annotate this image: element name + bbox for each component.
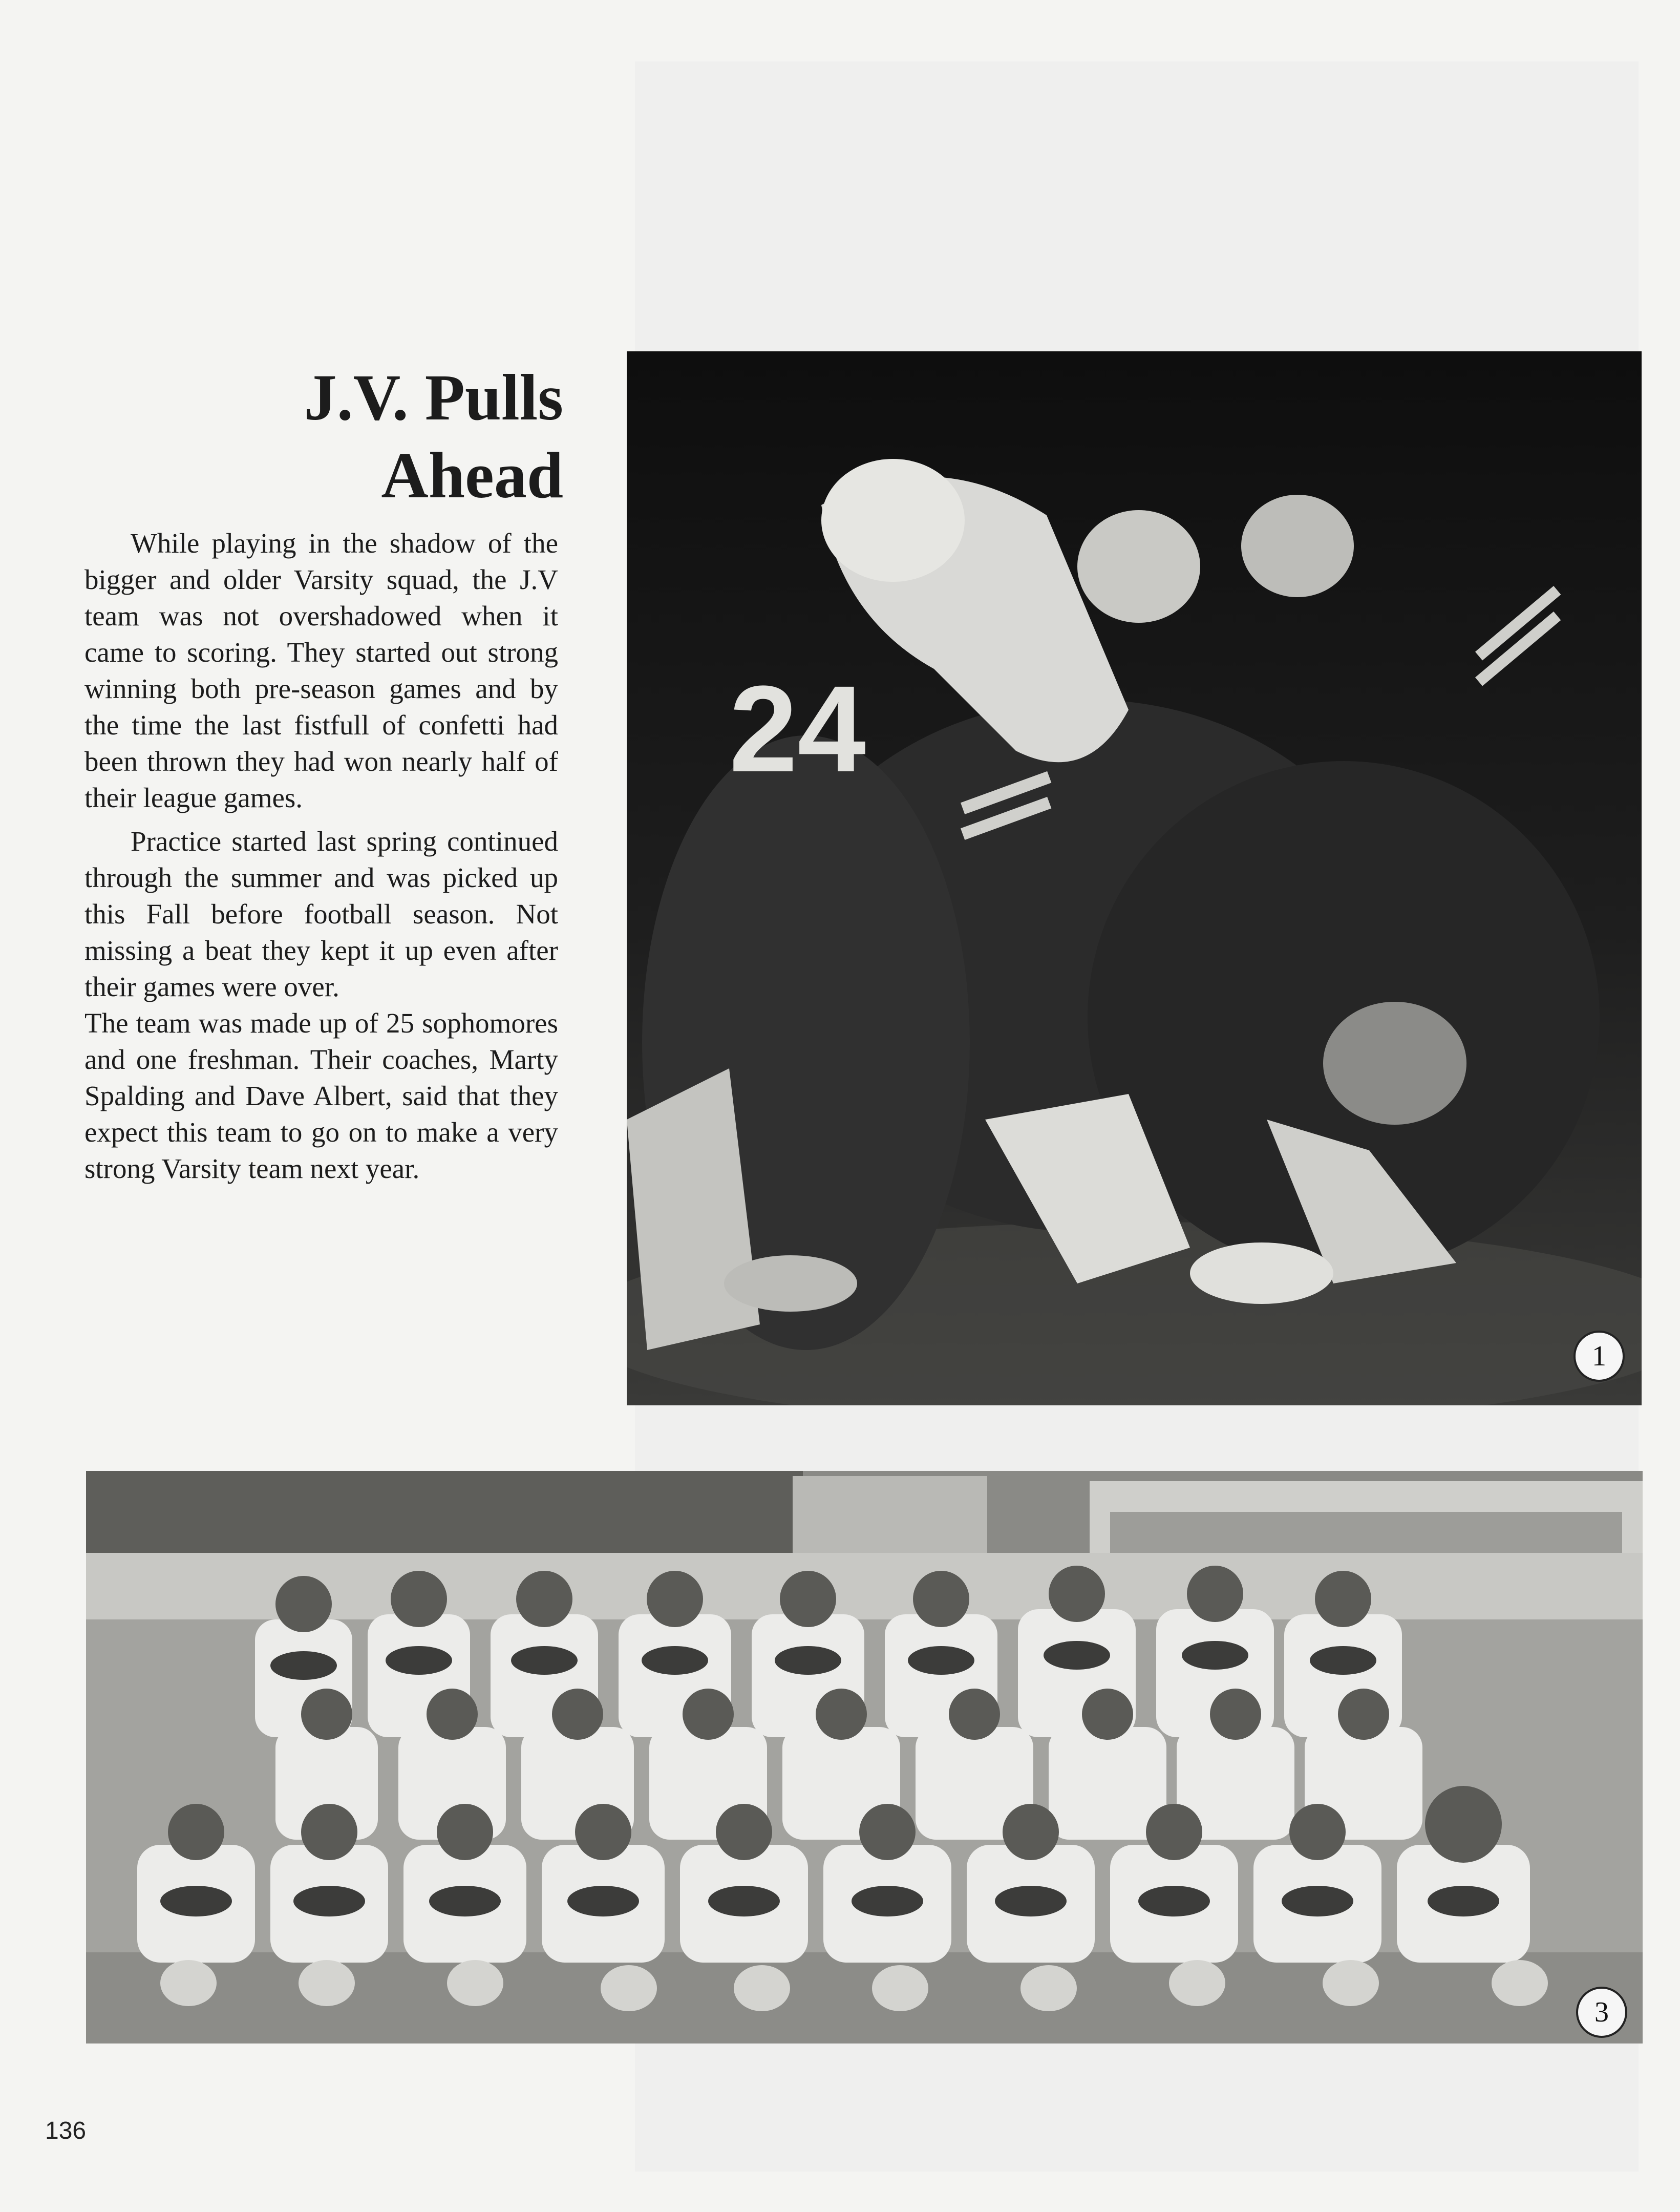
team-group-photo: [86, 1471, 1643, 2044]
svg-text:24: 24: [729, 660, 866, 797]
title-line-2: Ahead: [381, 439, 563, 512]
team-photo-image: [86, 1471, 1643, 2044]
page-number: 136: [45, 2117, 87, 2144]
article-body: [84, 525, 558, 1187]
title-line-1: J.V. Pulls: [304, 361, 563, 434]
paragraph-3: The team was made up of 25 sophomores and one freshman. Their coaches, Marty Spalding and Dave Albert, said that they expect this team to go on to make a very strong Varsity team next year.: [84, 1007, 558, 1184]
action-photo-image: [627, 351, 1642, 1405]
paragraph-2: Practice started last spring continued through the summer and was picked up this Fall before football season. Not missing a beat they kept it up even after their games were over.: [84, 826, 558, 1002]
photo-1-number-badge: 1: [1573, 1331, 1625, 1382]
paragraph-1: While playing in the shadow of the bigger and older Varsity squad, the J.V team was not overshadowed when it came to scoring. They started out strong winning both pre-season games and by the time the last fistfull of confetti had been thrown they had won nearly half of their league games.: [84, 528, 558, 813]
photo-3-number-badge: 3: [1576, 1987, 1627, 2038]
article-title: [195, 359, 563, 514]
football-action-photo: [627, 351, 1642, 1405]
